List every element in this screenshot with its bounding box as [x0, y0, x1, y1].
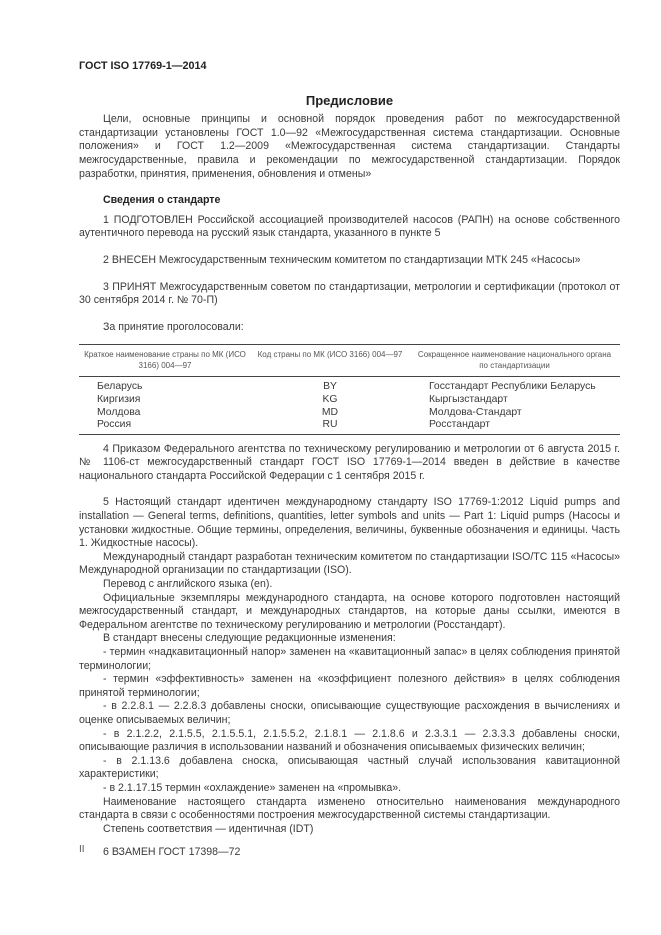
body-cell: Госстандарт Республики Беларусь [429, 381, 596, 393]
item-5-paragraph: Наименование настоящего стандарта изменено относительно наименования международного стандарта в связи с особенностями построения межгосударственной системы стандартизации. [79, 795, 620, 822]
item-3: 3 ПРИНЯТ Межгосударственным советом по стандартизации, метрологии и сертификации (протокол от 30 сентября 2014 г. № 70-П) [79, 280, 620, 307]
table-row [79, 407, 620, 420]
change-list-item: - в 2.1.2.2, 2.1.5.5, 2.1.5.5.1, 2.1.5.5.2, 2.1.8.1 — 2.1.8.6 и 2.3.3.1 — 2.3.3.3 добавлены сноски, описывающие различия в использовании названий и обозначения описываемых физических величин; [79, 727, 620, 754]
page-title: Предисловие [305, 92, 394, 108]
change-list-item: - в 2.1.17.15 термин «охлаждение» заменен на «промывка». [103, 781, 402, 794]
item-5-paragraph: 5 Настоящий стандарт идентичен международному стандарту ISO 17769-1:2012 Liquid pumps and installation — General terms, definitions, quantities, letter symbols and units — Part 1: Liquid pumps (Насосы и установки жидкостные. Общие термины, определения, величины, буквенные обозначения и единицы. Часть 1. Жидкостные насосы). [79, 496, 620, 550]
code-cell: MD [321, 406, 339, 418]
table-header: Краткое наименование страны по МК (ИСО 3166) 004—97 [79, 345, 251, 377]
item-5-paragraph: В стандарт внесены следующие редакционные изменения: [103, 632, 396, 645]
document-header: ГОСТ ISO 17769-1—2014 [79, 60, 207, 72]
item-5-paragraph: Официальные экземпляры международного стандарта, на основе которого подготовлен настоящий межгосударственный стандарт, и международных стандартов, на которые даны ссылки, имеются в Федеральном агентстве по техническому регулированию и метрологии (Росстандарт). [79, 591, 620, 631]
body-cell: Кыргызстандарт [429, 393, 508, 405]
table-row [79, 394, 620, 407]
body-cell: Росстандарт [409, 419, 620, 434]
document-page [79, 60, 620, 860]
change-list-item: - в 2.2.8.1 — 2.2.8.3 добавлены сноски, описывающие существующие расхождения в вычислениях и оценке описываемых величин; [79, 700, 620, 726]
voted-label: За принятие проголосовали: [103, 320, 244, 333]
code-cell: KG [322, 393, 338, 405]
table-header: Код страны по МК (ИСО 3166) 004—97 [251, 345, 409, 377]
change-list-item: - термин «надкавитационный напор» заменен на «кавитационный запас» в целях соблюдения принятой терминологии; [79, 646, 620, 672]
body-cell: Молдова-Стандарт [429, 406, 522, 418]
item-5 [79, 496, 620, 836]
table-header: Сокращенное наименование национального органа по стандартизации [409, 345, 620, 377]
change-list-item: - термин «эффективность» заменен на «коэффициент полезного действия» в целях соблюдения принятой терминологии; [79, 673, 620, 699]
voting-table [79, 344, 620, 434]
item-1: 1 ПОДГОТОВЛЕН Российской ассоциацией производителей насосов (РАПН) на основе собственного аутентичного перевода на русский язык стандарта, указанного в пункте 5 [79, 213, 620, 240]
code-cell: BY [323, 381, 337, 393]
item-2: 2 ВНЕСЕН Межгосударственным техническим комитетом по стандартизации МТК 245 «Насосы» [103, 253, 581, 266]
table-row [79, 377, 620, 394]
intro-paragraph: Цели, основные принципы и основной порядок проведения работ по межгосударственной стандартизации установлены ГОСТ 1.0—92 «Межгосударственная система стандартизации. Основные положения» и ГОСТ 1.2—2009 «Межгосударственная система стандартизации. Стандарты межгосударственные, правила и рекомендации по межгосударственной стандартизации. Порядок разработки, принятия, применения, обновления и отмены» [79, 113, 620, 180]
code-cell: RU [251, 419, 409, 434]
country-cell: Молдова [97, 406, 141, 418]
country-cell: Россия [79, 419, 251, 434]
item-4: 4 Приказом Федерального агентства по техническому регулированию и метрологии от 6 августа 2015 г. № 1106-ст межгосударственный стандарт ГОСТ ISO 17769-1—2014 введен в действие в качестве национального стандарта Российской Федерации с 1 сентября 2015 г. [79, 442, 620, 482]
country-cell: Беларусь [97, 381, 143, 393]
item-5-paragraph: Международный стандарт разработан техническим комитетом по стандартизации ISO/TC 115 «Насосы» Международной организации по стандартизации (ISO). [79, 550, 620, 577]
country-cell: Киргизия [97, 393, 141, 405]
item-5-paragraph: Перевод с английского языка (en). [103, 578, 273, 591]
table-row [79, 419, 620, 434]
item-6: 6 ВЗАМЕН ГОСТ 17398—72 [103, 846, 241, 859]
page-number: II [79, 844, 85, 855]
change-list-item: - в 2.1.13.6 добавлена сноска, описывающая частный случай использования кавитационной характеристики; [79, 754, 620, 781]
section-subtitle: Сведения о стандарте [103, 194, 221, 207]
item-5-paragraph: Степень соответствия — идентичная (IDT) [103, 822, 314, 835]
